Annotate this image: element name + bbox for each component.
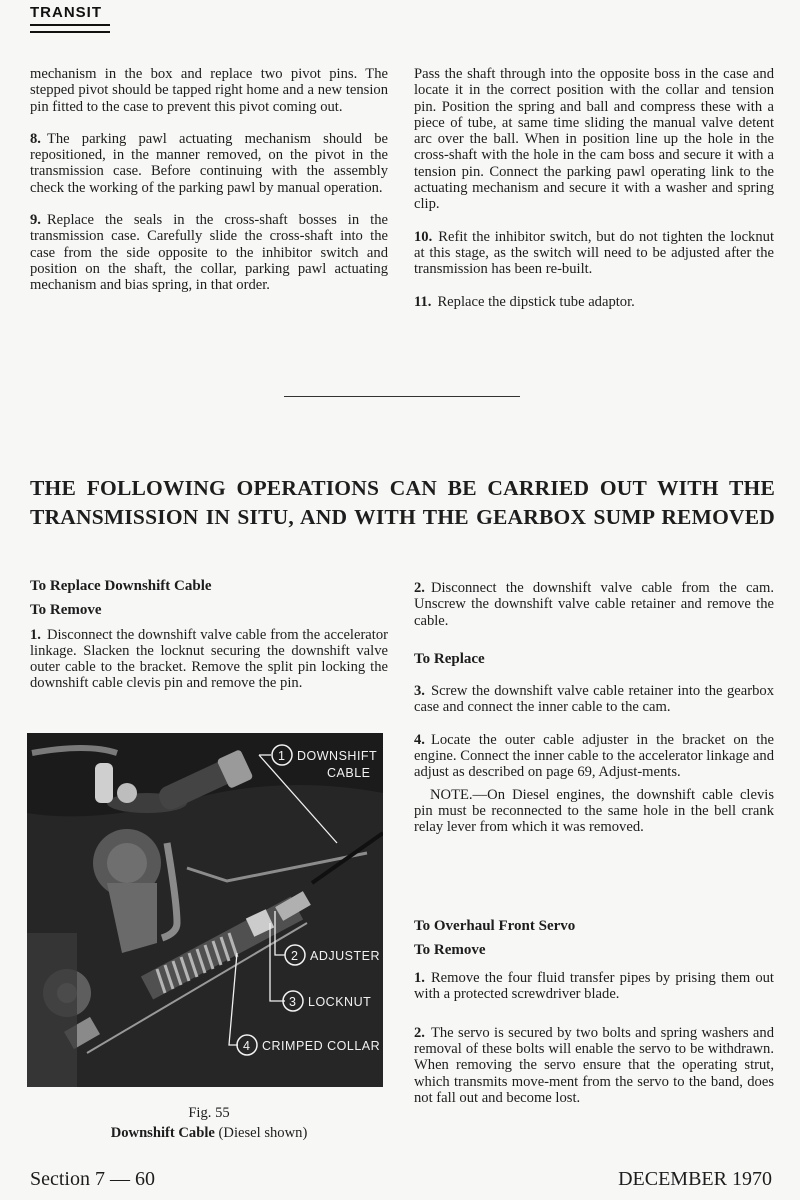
callout-label: DOWNSHIFT xyxy=(297,749,378,763)
step-8 xyxy=(30,131,388,196)
servo-step-1 xyxy=(414,970,774,1003)
step-4 xyxy=(414,732,774,781)
subheading-remove: To Remove xyxy=(30,602,102,619)
top-left-column xyxy=(30,66,388,310)
step-3 xyxy=(414,683,774,716)
subheading-remove: To Remove xyxy=(414,941,486,958)
brand-rule xyxy=(30,24,110,26)
step-text: Replace the seals in the cross-shaft bosses in the transmission case. Carefully slide the cross-shaft into the case from the side opposite to the inhibitor switch and position on the shaft, the collar, parking pawl actuating mechanism and bias spring, in that order. xyxy=(30,212,388,294)
callout-number: 1 xyxy=(278,749,286,763)
step-number: 2. xyxy=(414,1024,425,1041)
step-number: 4. xyxy=(414,731,425,748)
step-text: The servo is secured by two bolts and spring washers and removal of these bolts will enable the servo to be withdrawn. When removing the servo ensure that the operating strut, which transmits move-ment from the servo to the band, does not fall out and become lost. xyxy=(414,1024,774,1106)
top-right-column xyxy=(414,66,774,326)
section-divider xyxy=(284,396,520,397)
step-text: Remove the four fluid transfer pipes by prising them out with a protected screwdriver blade. xyxy=(414,970,774,1003)
servo-step-2 xyxy=(414,1025,774,1106)
subheading-replace: To Replace xyxy=(414,650,485,667)
note-paragraph: NOTE.—On Diesel engines, the downshift cable clevis pin must be reconnected to the same hole in the bell crank relay lever from which it was removed. xyxy=(414,786,774,836)
figure-photo xyxy=(27,733,383,1087)
figure-title-bold: Downshift Cable xyxy=(110,1125,215,1141)
downshift-right-column xyxy=(414,580,774,1122)
step-text: Locate the outer cable adjuster in the bracket on the engine. Connect the inner cable to the accelerator linkage and adjust as described on page 69, Adjust-ments. xyxy=(414,731,774,781)
downshift-left-column xyxy=(30,578,388,708)
step-text: Disconnect the downshift valve cable from the cam. Unscrew the downshift valve cable retainer and remove the cable. xyxy=(414,580,774,629)
step-text: Replace the dipstick tube adaptor. xyxy=(437,293,635,310)
step-number: 2. xyxy=(414,580,425,596)
step-number: 1. xyxy=(30,626,41,643)
callout-label: LOCKNUT xyxy=(308,995,372,1009)
step-10 xyxy=(414,229,774,278)
brand-rule xyxy=(30,31,110,33)
footer-section: Section 7 — 60 xyxy=(30,1168,155,1190)
figure-title-rest: (Diesel shown) xyxy=(214,1125,308,1141)
callout-number: 3 xyxy=(289,995,297,1009)
step-text: Screw the downshift valve cable retainer into the gearbox case and connect the inner cable to the cam. xyxy=(414,683,774,716)
callout-number: 2 xyxy=(291,949,299,963)
callout-label: CRIMPED COLLAR xyxy=(262,1039,381,1053)
step-number: 10. xyxy=(414,228,433,245)
continuation-paragraph: mechanism in the box and replace two pivot pins. The stepped pivot should be tapped right home and a new tension pin fitted to the case to prevent this pivot coming out. xyxy=(30,66,388,115)
section-heading: To Replace Downshift Cable xyxy=(30,578,212,594)
step-2 xyxy=(414,580,774,629)
step-text: The parking pawl actuating mechanism should be repositioned, in the manner removed, on the pivot in the transmission case. Before continuing with the assembly check the working of the parking pawl by manual operation. xyxy=(30,130,388,196)
footer-date: DECEMBER 1970 xyxy=(618,1168,772,1190)
step-text: Refit the inhibitor switch, but do not tighten the locknut at this stage, as the switch will need to be adjusted after the transmission has been re-built. xyxy=(414,228,774,278)
step-text: Disconnect the downshift valve cable from the accelerator linkage. Slacken the locknut securing the downshift valve outer cable to the bracket. Remove the split pin locking the downshift cable clevis pin and remove the pin. xyxy=(30,626,388,692)
step-11 xyxy=(414,294,774,310)
figure-title xyxy=(30,1123,388,1143)
section-heading: To Overhaul Front Servo xyxy=(414,917,576,934)
step-number: 3. xyxy=(414,683,425,700)
callout-label: ADJUSTER xyxy=(310,949,380,963)
downshift-cable-photo xyxy=(27,733,383,1087)
callout-label: CABLE xyxy=(327,766,371,780)
figure-number: Fig. 55 xyxy=(188,1105,230,1121)
callout-number: 4 xyxy=(243,1039,251,1053)
step-1 xyxy=(30,627,388,692)
step-number: 9. xyxy=(30,212,41,229)
brand-title: TRANSIT xyxy=(30,4,102,21)
step-number: 1. xyxy=(414,970,425,987)
step-9 xyxy=(30,212,388,293)
step-number: 11. xyxy=(414,293,432,310)
continuation-paragraph: Pass the shaft through into the opposite boss in the case and locate it in the correct position with the collar and tension pin. Position the spring and ball and compress these with a piece of tube, at same time sliding the manual valve detent arc over the ball. When in position line up the hole in the cross-shaft with the hole in the cam boss and secure it with a tension pin. Connect the parking pawl operating link to the actuating mechanism and secure it with a washer and spring clip. xyxy=(414,66,774,213)
step-number: 8. xyxy=(30,130,41,147)
figure-caption xyxy=(30,1103,388,1143)
operations-banner: THE FOLLOWING OPERATIONS CAN BE CARRIED OUT WITH THE TRANSMISSION IN SITU, AND WITH THE GEARBOX SUMP REMOVED xyxy=(30,476,775,529)
